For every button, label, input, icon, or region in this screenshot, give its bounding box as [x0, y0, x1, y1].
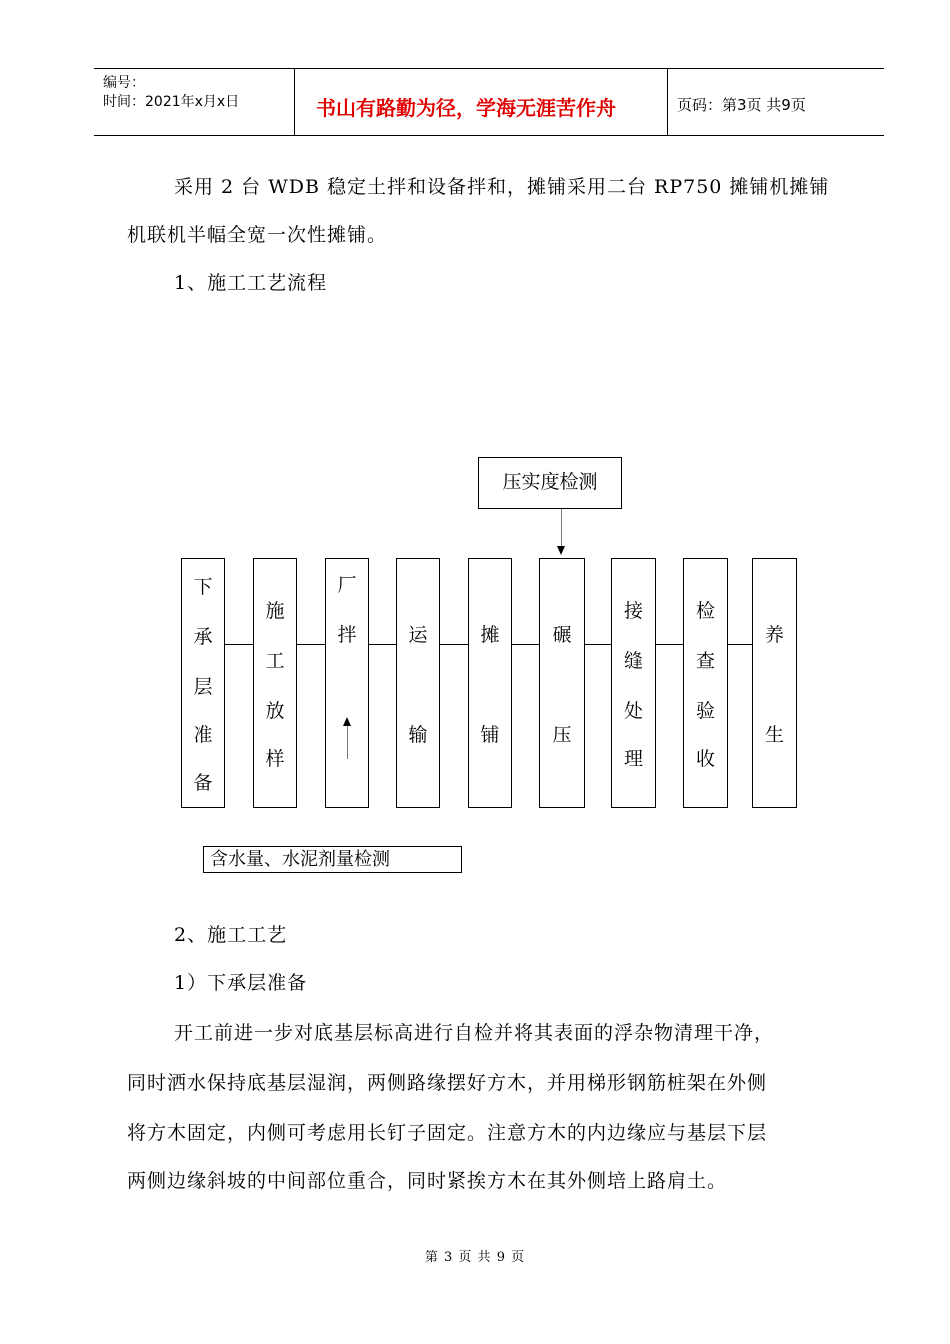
header-motto: 书山有路勤为径，学海无涯苦作舟 [316, 96, 616, 120]
compaction-test-label: 压实度检测 [502, 471, 598, 493]
step-char: 输 [408, 724, 428, 746]
step-box-paving [468, 558, 512, 808]
arrow-down-head [557, 546, 565, 555]
page-footer: 第 3 页 共 9 页 [424, 1250, 526, 1265]
compaction-test-box [478, 457, 622, 509]
step-box-inspection [683, 558, 728, 808]
header-divider-left [294, 68, 295, 136]
body-paragraph-1-line-2: 机联机半幅全宽一次性摊铺。 [127, 224, 388, 246]
step-char: 生 [764, 724, 784, 746]
header-page-label: 页码：第3页 共9页 [677, 96, 806, 114]
step-char: 放 [265, 700, 285, 722]
body-paragraph-2-line-4: 两侧边缘斜坡的中间部位重合，同时紧挨方木在其外侧培上路肩土。 [127, 1170, 728, 1192]
step-char: 承 [193, 626, 213, 648]
arrow-up-line [347, 724, 348, 759]
connector-8 [727, 644, 753, 645]
connector-1 [224, 644, 254, 645]
step-box-curing [752, 558, 797, 808]
moisture-cement-test-label: 含水量、水泥剂量检测 [210, 849, 390, 870]
step-char: 准 [193, 724, 213, 746]
step-char: 样 [265, 748, 285, 770]
step-char: 缝 [623, 650, 643, 672]
step-char: 理 [623, 748, 643, 770]
header-bottom-rule [94, 135, 884, 136]
header-number-label: 编号： [103, 75, 145, 91]
section-heading-2: 2、施工工艺 [174, 924, 288, 946]
step-char: 摊 [480, 624, 500, 646]
connector-6 [584, 644, 612, 645]
body-paragraph-1-line-1: 采用 2 台 WDB 稳定土拌和设备拌和，摊铺采用二台 RP750 摊铺机摊铺 [174, 176, 830, 198]
step-box-layout [253, 558, 297, 808]
step-char: 铺 [480, 724, 500, 746]
connector-5 [511, 644, 540, 645]
step-char: 处 [623, 700, 643, 722]
connector-2 [296, 644, 326, 645]
body-paragraph-2-line-2: 同时洒水保持底基层湿润，两侧路缘摆好方木，并用梯形钢筋桩架在外侧 [127, 1072, 768, 1094]
step-char: 检 [695, 600, 715, 622]
connector-7 [655, 644, 684, 645]
step-box-joint-treatment [611, 558, 656, 808]
header-time-label: 时间：2021年x月x日 [103, 94, 240, 110]
step-char: 工 [265, 650, 285, 672]
step-char: 下 [193, 576, 213, 598]
step-char: 运 [408, 624, 428, 646]
step-char: 碾 [552, 624, 572, 646]
step-char: 层 [193, 676, 213, 698]
step-char: 厂 [337, 574, 357, 596]
step-char: 查 [695, 650, 715, 672]
step-char: 施 [265, 600, 285, 622]
step-box-subgrade-prep [181, 558, 225, 808]
body-paragraph-2-line-1: 开工前进一步对底基层标高进行自检并将其表面的浮杂物清理干净， [174, 1022, 775, 1044]
moisture-cement-test-box [203, 846, 462, 873]
step-char: 压 [552, 724, 572, 746]
section-heading-1: 1、施工工艺流程 [174, 272, 328, 294]
arrow-up-head [343, 717, 351, 726]
step-char: 拌 [337, 624, 357, 646]
step-box-transport [396, 558, 440, 808]
step-char: 接 [623, 600, 643, 622]
subsection-heading-1: 1）下承层准备 [174, 972, 308, 994]
header-top-rule [94, 68, 884, 69]
step-box-rolling [539, 558, 585, 808]
body-paragraph-2-line-3: 将方木固定，内侧可考虑用长钉子固定。注意方木的内边缘应与基层下层 [127, 1122, 768, 1144]
header-divider-right [667, 68, 668, 136]
arrow-down-line [561, 509, 562, 549]
step-char: 收 [695, 748, 715, 770]
connector-4 [439, 644, 469, 645]
step-char: 验 [695, 700, 715, 722]
connector-3 [368, 644, 397, 645]
step-char: 备 [193, 772, 213, 794]
step-box-plant-mix [325, 558, 369, 808]
step-char: 养 [764, 624, 784, 646]
